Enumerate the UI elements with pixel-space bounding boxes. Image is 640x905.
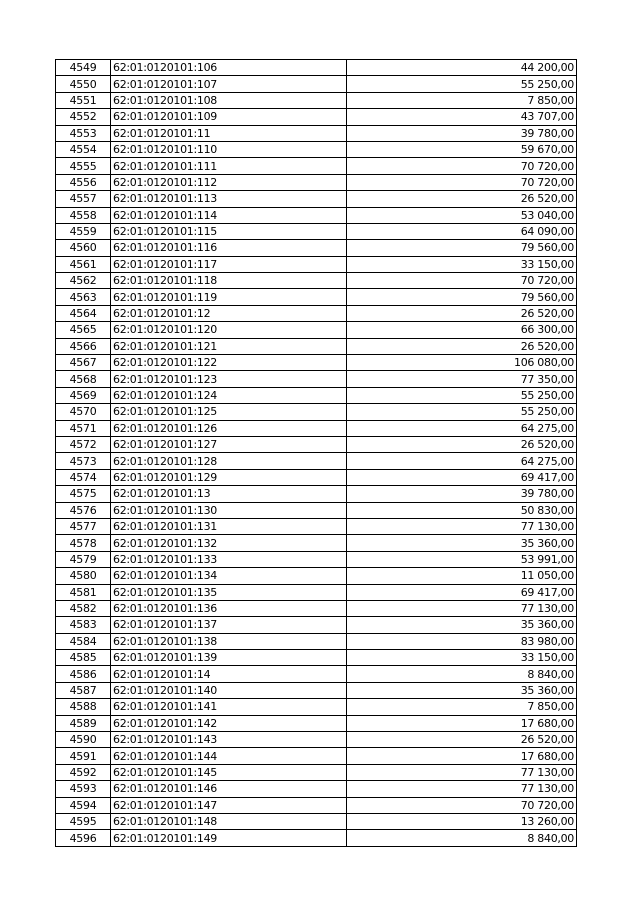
cadastral-number-cell: 62:01:0120101:11 [111,125,347,141]
row-number-cell: 4566 [56,338,111,354]
table-row [56,92,577,108]
table-row [56,469,577,485]
cadastral-number-cell: 62:01:0120101:115 [111,223,347,239]
cadastral-number-cell: 62:01:0120101:139 [111,650,347,666]
cadastral-number-cell: 62:01:0120101:134 [111,568,347,584]
cadastral-number-cell: 62:01:0120101:140 [111,682,347,698]
cadastral-number-cell: 62:01:0120101:123 [111,371,347,387]
table-row [56,600,577,616]
table-row [56,338,577,354]
row-number-cell: 4583 [56,617,111,633]
value-cell: 8 840,00 [347,830,577,846]
cadastral-number-cell: 62:01:0120101:148 [111,813,347,829]
value-cell: 11 050,00 [347,568,577,584]
cadastral-number-cell: 62:01:0120101:130 [111,502,347,518]
table-row [56,289,577,305]
value-cell: 77 130,00 [347,518,577,534]
table-row [56,699,577,715]
cadastral-number-cell: 62:01:0120101:124 [111,387,347,403]
row-number-cell: 4562 [56,273,111,289]
cadastral-number-cell: 62:01:0120101:128 [111,453,347,469]
cadastral-number-cell: 62:01:0120101:113 [111,191,347,207]
table-row [56,322,577,338]
value-cell: 70 720,00 [347,158,577,174]
value-cell: 70 720,00 [347,273,577,289]
table-row [56,650,577,666]
table-row [56,436,577,452]
value-cell: 55 250,00 [347,76,577,92]
table-row [56,813,577,829]
row-number-cell: 4571 [56,420,111,436]
cadastral-number-cell: 62:01:0120101:142 [111,715,347,731]
cadastral-number-cell: 62:01:0120101:137 [111,617,347,633]
row-number-cell: 4557 [56,191,111,207]
table-row [56,715,577,731]
cadastral-number-cell: 62:01:0120101:114 [111,207,347,223]
cadastral-number-cell: 62:01:0120101:13 [111,486,347,502]
table-row [56,518,577,534]
table-row [56,174,577,190]
table-row [56,584,577,600]
row-number-cell: 4591 [56,748,111,764]
value-cell: 77 130,00 [347,600,577,616]
value-cell: 70 720,00 [347,174,577,190]
cadastral-number-cell: 62:01:0120101:121 [111,338,347,354]
value-cell: 26 520,00 [347,732,577,748]
table-row [56,568,577,584]
value-cell: 59 670,00 [347,141,577,157]
table-row [56,535,577,551]
value-cell: 26 520,00 [347,191,577,207]
table-row [56,109,577,125]
value-cell: 35 360,00 [347,682,577,698]
row-number-cell: 4573 [56,453,111,469]
table-row [56,158,577,174]
table-row [56,748,577,764]
row-number-cell: 4564 [56,305,111,321]
row-number-cell: 4584 [56,633,111,649]
value-cell: 26 520,00 [347,305,577,321]
value-cell: 7 850,00 [347,92,577,108]
row-number-cell: 4556 [56,174,111,190]
value-cell: 35 360,00 [347,535,577,551]
row-number-cell: 4592 [56,764,111,780]
cadastral-number-cell: 62:01:0120101:109 [111,109,347,125]
table-row [56,387,577,403]
row-number-cell: 4552 [56,109,111,125]
value-cell: 13 260,00 [347,813,577,829]
cadastral-number-cell: 62:01:0120101:127 [111,436,347,452]
value-cell: 64 275,00 [347,453,577,469]
cadastral-number-cell: 62:01:0120101:106 [111,60,347,76]
table-row [56,797,577,813]
value-cell: 79 560,00 [347,289,577,305]
value-cell: 17 680,00 [347,748,577,764]
value-cell: 35 360,00 [347,617,577,633]
row-number-cell: 4572 [56,436,111,452]
table-row [56,486,577,502]
row-number-cell: 4569 [56,387,111,403]
table-row [56,732,577,748]
cadastral-number-cell: 62:01:0120101:131 [111,518,347,534]
value-cell: 70 720,00 [347,797,577,813]
row-number-cell: 4590 [56,732,111,748]
row-number-cell: 4593 [56,781,111,797]
table-row [56,682,577,698]
value-cell: 77 130,00 [347,781,577,797]
table-row [56,207,577,223]
table-row [56,420,577,436]
value-cell: 55 250,00 [347,387,577,403]
cadastral-number-cell: 62:01:0120101:136 [111,600,347,616]
value-cell: 17 680,00 [347,715,577,731]
table-row [56,76,577,92]
cadastral-number-cell: 62:01:0120101:135 [111,584,347,600]
value-cell: 43 707,00 [347,109,577,125]
table-row [56,141,577,157]
cadastral-number-cell: 62:01:0120101:141 [111,699,347,715]
row-number-cell: 4561 [56,256,111,272]
cadastral-number-cell: 62:01:0120101:108 [111,92,347,108]
row-number-cell: 4574 [56,469,111,485]
cadastral-number-cell: 62:01:0120101:112 [111,174,347,190]
table-row [56,305,577,321]
table-row [56,781,577,797]
cadastral-number-cell: 62:01:0120101:111 [111,158,347,174]
row-number-cell: 4554 [56,141,111,157]
row-number-cell: 4585 [56,650,111,666]
cadastral-number-cell: 62:01:0120101:12 [111,305,347,321]
cadastral-number-cell: 62:01:0120101:126 [111,420,347,436]
table-row [56,830,577,846]
table-row [56,453,577,469]
table-row [56,371,577,387]
table-row [56,764,577,780]
cadastral-number-cell: 62:01:0120101:122 [111,355,347,371]
cadastral-number-cell: 62:01:0120101:145 [111,764,347,780]
row-number-cell: 4570 [56,404,111,420]
value-cell: 69 417,00 [347,469,577,485]
value-cell: 39 780,00 [347,486,577,502]
cadastral-number-cell: 62:01:0120101:119 [111,289,347,305]
row-number-cell: 4589 [56,715,111,731]
value-cell: 83 980,00 [347,633,577,649]
value-cell: 39 780,00 [347,125,577,141]
row-number-cell: 4579 [56,551,111,567]
table-row [56,223,577,239]
cadastral-value-table [55,59,577,847]
row-number-cell: 4565 [56,322,111,338]
cadastral-number-cell: 62:01:0120101:110 [111,141,347,157]
row-number-cell: 4586 [56,666,111,682]
value-cell: 33 150,00 [347,256,577,272]
row-number-cell: 4577 [56,518,111,534]
value-cell: 77 130,00 [347,764,577,780]
value-cell: 44 200,00 [347,60,577,76]
table-row [56,60,577,76]
cadastral-number-cell: 62:01:0120101:132 [111,535,347,551]
table-row [56,191,577,207]
table-row [56,502,577,518]
row-number-cell: 4587 [56,682,111,698]
value-cell: 69 417,00 [347,584,577,600]
row-number-cell: 4582 [56,600,111,616]
cadastral-number-cell: 62:01:0120101:129 [111,469,347,485]
value-cell: 64 090,00 [347,223,577,239]
table-row [56,666,577,682]
row-number-cell: 4580 [56,568,111,584]
row-number-cell: 4596 [56,830,111,846]
value-cell: 106 080,00 [347,355,577,371]
row-number-cell: 4581 [56,584,111,600]
row-number-cell: 4560 [56,240,111,256]
value-cell: 64 275,00 [347,420,577,436]
row-number-cell: 4558 [56,207,111,223]
value-cell: 50 830,00 [347,502,577,518]
row-number-cell: 4567 [56,355,111,371]
cadastral-number-cell: 62:01:0120101:107 [111,76,347,92]
value-cell: 79 560,00 [347,240,577,256]
table-row [56,633,577,649]
row-number-cell: 4549 [56,60,111,76]
table-row [56,617,577,633]
row-number-cell: 4563 [56,289,111,305]
table-row [56,551,577,567]
table-row [56,256,577,272]
table-row [56,125,577,141]
cadastral-number-cell: 62:01:0120101:125 [111,404,347,420]
row-number-cell: 4568 [56,371,111,387]
cadastral-number-cell: 62:01:0120101:144 [111,748,347,764]
value-cell: 53 040,00 [347,207,577,223]
cadastral-number-cell: 62:01:0120101:143 [111,732,347,748]
cadastral-number-cell: 62:01:0120101:117 [111,256,347,272]
value-cell: 55 250,00 [347,404,577,420]
row-number-cell: 4578 [56,535,111,551]
table-row [56,355,577,371]
row-number-cell: 4594 [56,797,111,813]
value-cell: 7 850,00 [347,699,577,715]
row-number-cell: 4575 [56,486,111,502]
cadastral-number-cell: 62:01:0120101:116 [111,240,347,256]
value-cell: 66 300,00 [347,322,577,338]
value-cell: 53 991,00 [347,551,577,567]
value-cell: 77 350,00 [347,371,577,387]
table-body [56,60,577,847]
cadastral-number-cell: 62:01:0120101:133 [111,551,347,567]
row-number-cell: 4550 [56,76,111,92]
cadastral-number-cell: 62:01:0120101:120 [111,322,347,338]
row-number-cell: 4551 [56,92,111,108]
cadastral-number-cell: 62:01:0120101:146 [111,781,347,797]
cadastral-number-cell: 62:01:0120101:149 [111,830,347,846]
cadastral-number-cell: 62:01:0120101:14 [111,666,347,682]
value-cell: 8 840,00 [347,666,577,682]
row-number-cell: 4588 [56,699,111,715]
row-number-cell: 4559 [56,223,111,239]
value-cell: 26 520,00 [347,436,577,452]
value-cell: 26 520,00 [347,338,577,354]
row-number-cell: 4595 [56,813,111,829]
table-row [56,404,577,420]
row-number-cell: 4555 [56,158,111,174]
table-row [56,240,577,256]
cadastral-number-cell: 62:01:0120101:138 [111,633,347,649]
row-number-cell: 4576 [56,502,111,518]
cadastral-number-cell: 62:01:0120101:118 [111,273,347,289]
cadastral-number-cell: 62:01:0120101:147 [111,797,347,813]
row-number-cell: 4553 [56,125,111,141]
table-row [56,273,577,289]
value-cell: 33 150,00 [347,650,577,666]
